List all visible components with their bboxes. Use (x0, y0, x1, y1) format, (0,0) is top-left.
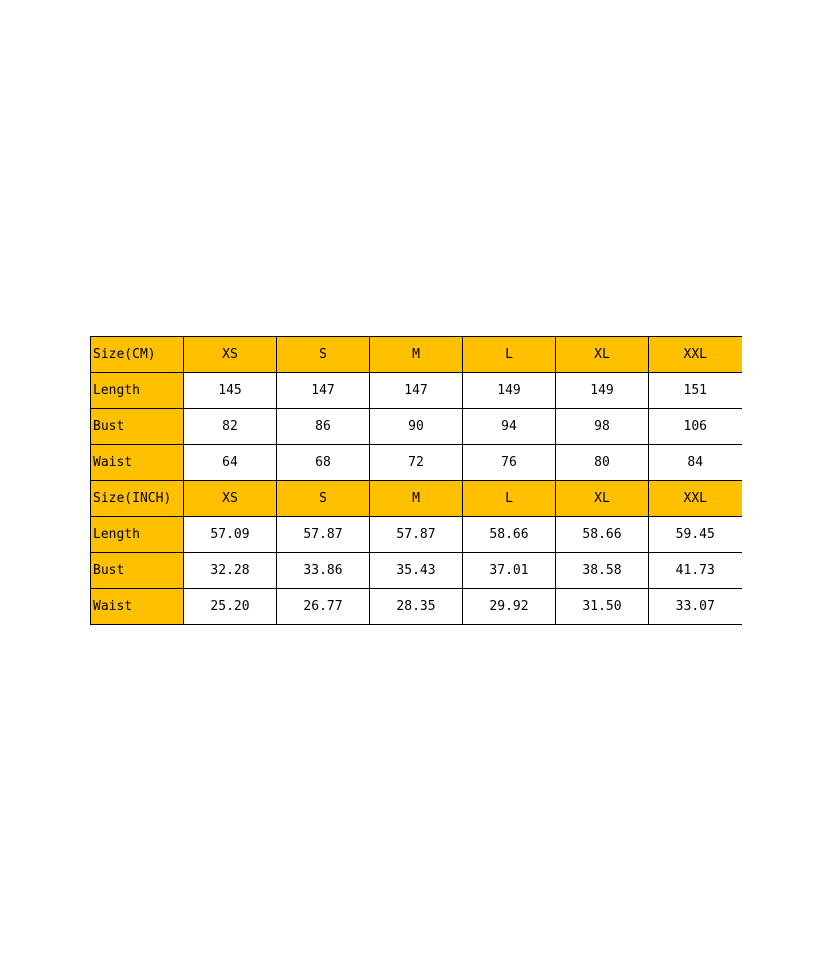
table-cell: 149 (556, 373, 649, 409)
size-xxl-header: XXL (649, 337, 742, 373)
size-s-header: S (277, 481, 370, 517)
size-s-header: S (277, 337, 370, 373)
row-label-length: Length (91, 517, 184, 553)
table-cell: 57.87 (370, 517, 463, 553)
inch-bust-row (91, 553, 742, 589)
table-cell: 58.66 (463, 517, 556, 553)
row-label-waist: Waist (91, 445, 184, 481)
table-cell: 41.73 (649, 553, 742, 589)
table-cell: 80 (556, 445, 649, 481)
inch-length-row (91, 517, 742, 553)
inch-header-row (91, 481, 742, 517)
table-cell: 35.43 (370, 553, 463, 589)
table-cell: 57.09 (184, 517, 277, 553)
table-cell: 33.86 (277, 553, 370, 589)
cm-header-row (91, 337, 742, 373)
size-xs-header: XS (184, 337, 277, 373)
table-cell: 57.87 (277, 517, 370, 553)
table-cell: 145 (184, 373, 277, 409)
size-xl-header: XL (556, 481, 649, 517)
cm-bust-row (91, 409, 742, 445)
size-chart-table (90, 336, 742, 625)
size-l-header: L (463, 337, 556, 373)
table-cell: 82 (184, 409, 277, 445)
table-cell: 25.20 (184, 589, 277, 625)
table-cell: 68 (277, 445, 370, 481)
table-cell: 90 (370, 409, 463, 445)
inch-waist-row (91, 589, 742, 625)
table-cell: 28.35 (370, 589, 463, 625)
table-cell: 26.77 (277, 589, 370, 625)
inch-size-label: Size(INCH) (91, 481, 184, 517)
cm-size-label: Size(CM) (91, 337, 184, 373)
table-cell: 59.45 (649, 517, 742, 553)
row-label-bust: Bust (91, 409, 184, 445)
table-cell: 33.07 (649, 589, 742, 625)
table-cell: 58.66 (556, 517, 649, 553)
size-l-header: L (463, 481, 556, 517)
table-cell: 72 (370, 445, 463, 481)
table-cell: 37.01 (463, 553, 556, 589)
table-cell: 98 (556, 409, 649, 445)
size-xl-header: XL (556, 337, 649, 373)
table-cell: 38.58 (556, 553, 649, 589)
table-cell: 151 (649, 373, 742, 409)
table-cell: 84 (649, 445, 742, 481)
table-cell: 147 (370, 373, 463, 409)
table-cell: 147 (277, 373, 370, 409)
table-cell: 94 (463, 409, 556, 445)
table-cell: 76 (463, 445, 556, 481)
table-cell: 86 (277, 409, 370, 445)
size-xxl-header: XXL (649, 481, 742, 517)
cm-length-row (91, 373, 742, 409)
table-cell: 149 (463, 373, 556, 409)
table-cell: 31.50 (556, 589, 649, 625)
table-cell: 32.28 (184, 553, 277, 589)
row-label-bust: Bust (91, 553, 184, 589)
size-m-header: M (370, 337, 463, 373)
table-cell: 29.92 (463, 589, 556, 625)
table-cell: 64 (184, 445, 277, 481)
table-cell: 106 (649, 409, 742, 445)
cm-waist-row (91, 445, 742, 481)
row-label-length: Length (91, 373, 184, 409)
size-m-header: M (370, 481, 463, 517)
row-label-waist: Waist (91, 589, 184, 625)
size-xs-header: XS (184, 481, 277, 517)
